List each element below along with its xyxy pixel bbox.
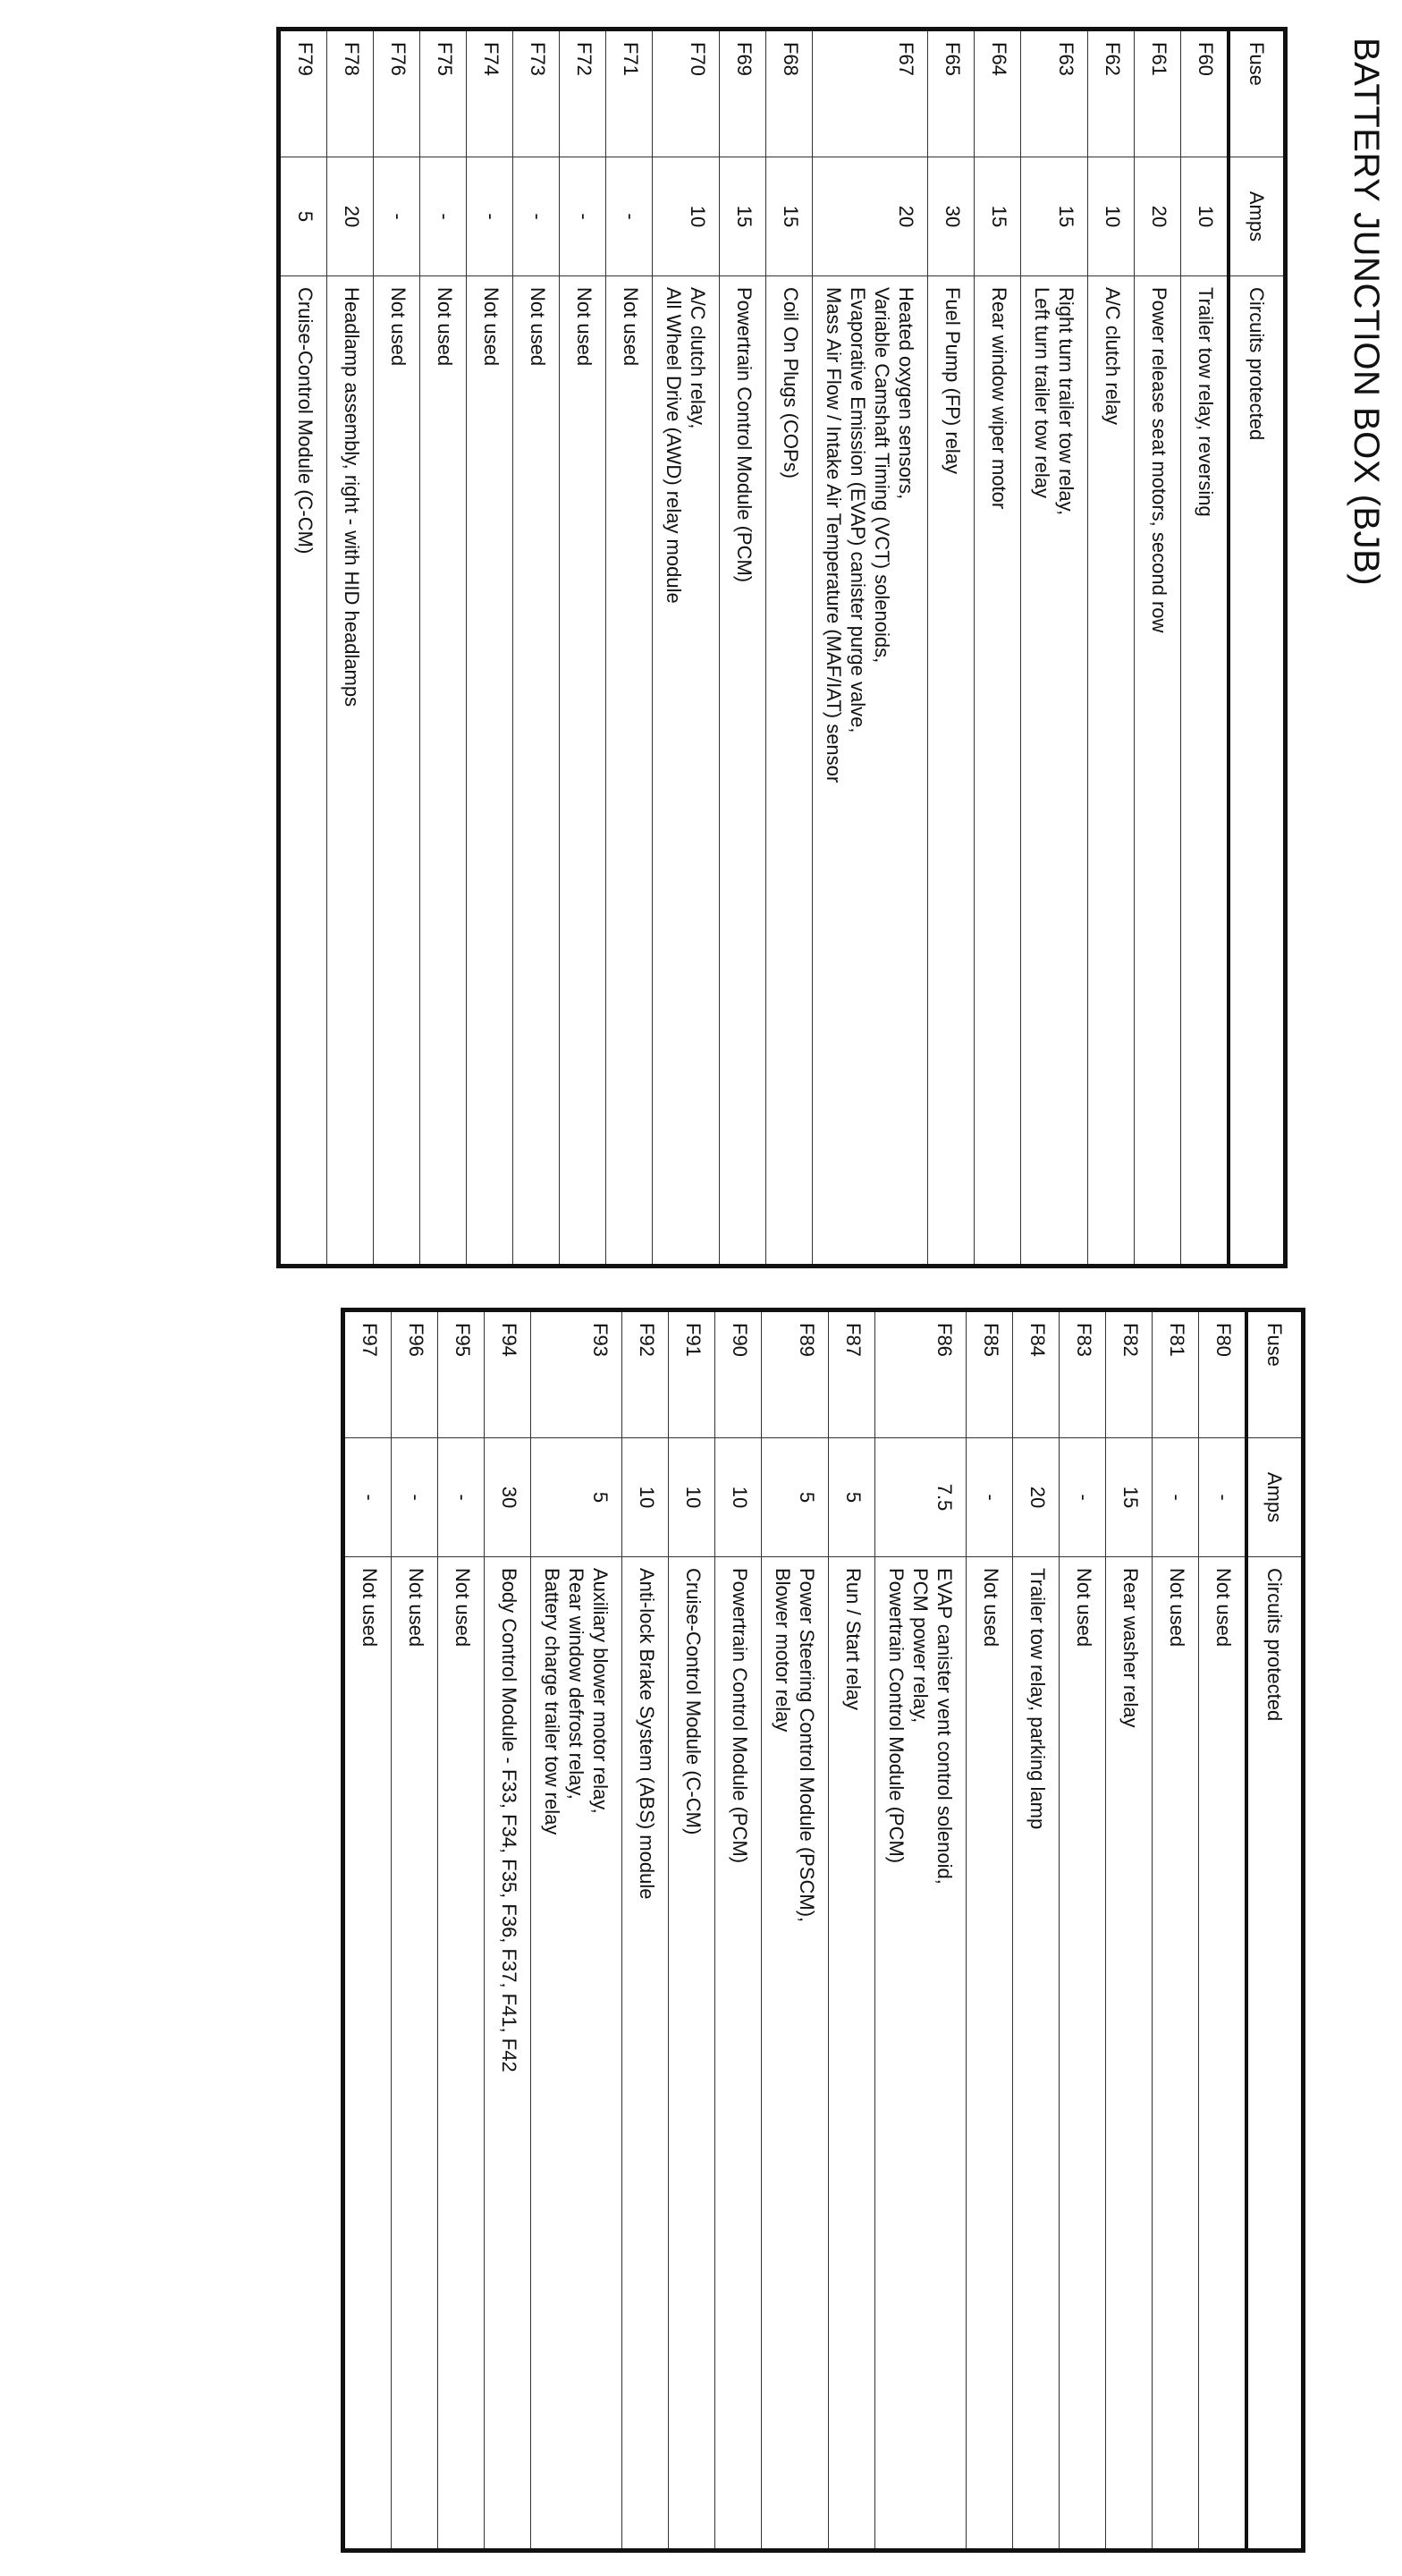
amps-cell: - [1199,1438,1247,1557]
fuse-column-header: Fuse [1246,1310,1304,1438]
amps-cell: 5 [762,1438,829,1557]
amps-cell: 5 [531,1438,622,1557]
amps-cell: 15 [766,157,813,276]
amps-cell: 30 [928,157,975,276]
table-row [467,30,513,1267]
circuits-cell: EVAP canister vent control solenoid, PCM power relay, Powertrain Control Module (PCM) [875,1557,967,2551]
circuits-cell: Not used [467,276,513,1267]
amps-cell: - [1060,1438,1106,1557]
circuits-cell: Cruise-Control Module (C-CM) [669,1557,715,2551]
amps-cell: 10 [622,1438,669,1557]
circuits-cell: Not used [438,1557,485,2551]
circuits-cell: Power release seat motors, second row [1135,276,1181,1267]
table-row [1199,1310,1247,2551]
amps-cell: - [467,157,513,276]
circuits-cell: Trailer tow relay, reversing [1181,276,1229,1267]
amps-cell: - [392,1438,438,1557]
fuse-cell: F78 [327,30,374,157]
page-title: BATTERY JUNCTION BOX (BJB) [1347,38,1386,587]
table-row [392,1310,438,2551]
circuits-cell: Rear window wiper motor [975,276,1021,1267]
table-row [327,30,374,1267]
table-row [653,30,720,1267]
fuse-cell: F82 [1106,1310,1153,1438]
amps-cell: 20 [1135,157,1181,276]
fuse-cell: F90 [715,1310,762,1438]
circuits-cell: Not used [560,276,606,1267]
table-row [1135,30,1181,1267]
fuse-cell: F87 [829,1310,875,1438]
fuse-cell: F64 [975,30,1021,157]
amps-cell: 10 [1181,157,1229,276]
fuse-cell: F91 [669,1310,715,1438]
table-body [279,30,1229,1267]
fuse-cell: F96 [392,1310,438,1438]
table-row [622,1310,669,2551]
table-row [1021,30,1088,1267]
fuse-cell: F68 [766,30,813,157]
table-row [829,1310,875,2551]
table-row [420,30,467,1267]
table-row [967,1310,1013,2551]
table-row [1060,1310,1106,2551]
fuse-cell: F85 [967,1310,1013,1438]
amps-cell: 20 [813,157,928,276]
circuits-cell: Not used [513,276,560,1267]
amps-cell: 10 [653,157,720,276]
fuse-cell: F62 [1088,30,1135,157]
circuits-cell: Not used [1060,1557,1106,2551]
table-row [928,30,975,1267]
fuse-cell: F93 [531,1310,622,1438]
amps-cell: - [513,157,560,276]
fuse-table-right [341,1308,1305,2553]
fuse-cell: F95 [438,1310,485,1438]
fuse-cell: F79 [279,30,327,157]
circuits-cell: Heated oxygen sensors, Variable Camshaft Timing (VCT) solenoids, Evaporative Emission (EVAP) canister purge valve, Mass Air Flow / Intake Air Temperature (MAF/IAT) sensor [813,276,928,1267]
circuits-cell: Powertrain Control Module (PCM) [715,1557,762,2551]
amps-cell: - [1153,1438,1199,1557]
circuits-cell: A/C clutch relay [1088,276,1135,1267]
circuits-column-header: Circuits protected [1229,276,1286,1267]
circuits-cell: Fuel Pump (FP) relay [928,276,975,1267]
fuse-column-header: Fuse [1229,30,1286,157]
fuse-cell: F71 [606,30,653,157]
amps-cell: 7.5 [875,1438,967,1557]
fuse-cell: F63 [1021,30,1088,157]
table-row [1106,1310,1153,2551]
table-row [374,30,420,1267]
fuse-cell: F72 [560,30,606,157]
circuits-cell: Trailer tow relay, parking lamp [1013,1557,1060,2551]
table-row [715,1310,762,2551]
fuse-cell: F70 [653,30,720,157]
circuits-cell: Not used [374,276,420,1267]
circuits-cell: Run / Start relay [829,1557,875,2551]
amps-cell: 20 [327,157,374,276]
fuse-cell: F97 [343,1310,392,1438]
circuits-cell: Not used [1199,1557,1247,2551]
amps-cell: 5 [829,1438,875,1557]
fuse-cell: F61 [1135,30,1181,157]
amps-cell: 30 [485,1438,531,1557]
amps-cell: - [560,157,606,276]
table-row [813,30,928,1267]
circuits-cell: Not used [392,1557,438,2551]
amps-column-header: Amps [1246,1438,1304,1557]
fuse-table-left [276,27,1288,1268]
circuits-cell: Right turn trailer tow relay, Left turn trailer tow relay [1021,276,1088,1267]
circuits-cell: Anti-lock Brake System (ABS) module [622,1557,669,2551]
fuse-cell: F89 [762,1310,829,1438]
amps-cell: - [606,157,653,276]
table-body [343,1310,1247,2551]
table-row [875,1310,967,2551]
fuse-cell: F60 [1181,30,1229,157]
amps-cell: 10 [1088,157,1135,276]
fuse-cell: F69 [720,30,766,157]
circuits-cell: Power Steering Control Module (PSCM), Blower motor relay [762,1557,829,2551]
fuse-cell: F92 [622,1310,669,1438]
amps-cell: 15 [1106,1438,1153,1557]
circuits-column-header: Circuits protected [1246,1557,1304,2551]
fuse-cell: F84 [1013,1310,1060,1438]
amps-cell: - [374,157,420,276]
amps-cell: 15 [975,157,1021,276]
amps-cell: 5 [279,157,327,276]
amps-cell: 20 [1013,1438,1060,1557]
circuits-cell: Rear washer relay [1106,1557,1153,2551]
amps-column-header: Amps [1229,157,1286,276]
amps-cell: - [343,1438,392,1557]
circuits-cell: Not used [606,276,653,1267]
table-row [720,30,766,1267]
fuse-cell: F86 [875,1310,967,1438]
circuits-cell: Not used [343,1557,392,2551]
circuits-cell: A/C clutch relay, All Wheel Drive (AWD) relay module [653,276,720,1267]
table-row [606,30,653,1267]
circuits-cell: Headlamp assembly, right - with HID headlamps [327,276,374,1267]
table-header-row [1246,1310,1304,2551]
table-row [560,30,606,1267]
table-row [1013,1310,1060,2551]
table-row [485,1310,531,2551]
table-row [279,30,327,1267]
table-row [766,30,813,1267]
amps-cell: 10 [715,1438,762,1557]
table-header-row [1229,30,1286,1267]
circuits-cell: Not used [967,1557,1013,2551]
table-row [1153,1310,1199,2551]
circuits-cell: Not used [420,276,467,1267]
circuits-cell: Cruise-Control Module (C-CM) [279,276,327,1267]
fuse-cell: F75 [420,30,467,157]
circuits-cell: Not used [1153,1557,1199,2551]
table-row [669,1310,715,2551]
fuse-cell: F74 [467,30,513,157]
circuits-cell: Coil On Plugs (COPs) [766,276,813,1267]
circuits-cell: Powertrain Control Module (PCM) [720,276,766,1267]
fuse-cell: F80 [1199,1310,1247,1438]
table-row [343,1310,392,2551]
fuse-cell: F73 [513,30,560,157]
fuse-cell: F65 [928,30,975,157]
fuse-cell: F83 [1060,1310,1106,1438]
table-row [531,1310,622,2551]
amps-cell: - [438,1438,485,1557]
circuits-cell: Body Control Module - F33, F34, F35, F36, F37, F41, F42 [485,1557,531,2551]
amps-cell: 15 [720,157,766,276]
table-row [438,1310,485,2551]
amps-cell: - [420,157,467,276]
amps-cell: 15 [1021,157,1088,276]
amps-cell: 10 [669,1438,715,1557]
table-row [762,1310,829,2551]
table-row [1088,30,1135,1267]
circuits-cell: Auxiliary blower motor relay, Rear window defrost relay, Battery charge trailer tow relay [531,1557,622,2551]
fuse-cell: F67 [813,30,928,157]
fuse-cell: F76 [374,30,420,157]
table-row [513,30,560,1267]
amps-cell: - [967,1438,1013,1557]
table-row [975,30,1021,1267]
table-row [1181,30,1229,1267]
fuse-cell: F81 [1153,1310,1199,1438]
fuse-cell: F94 [485,1310,531,1438]
